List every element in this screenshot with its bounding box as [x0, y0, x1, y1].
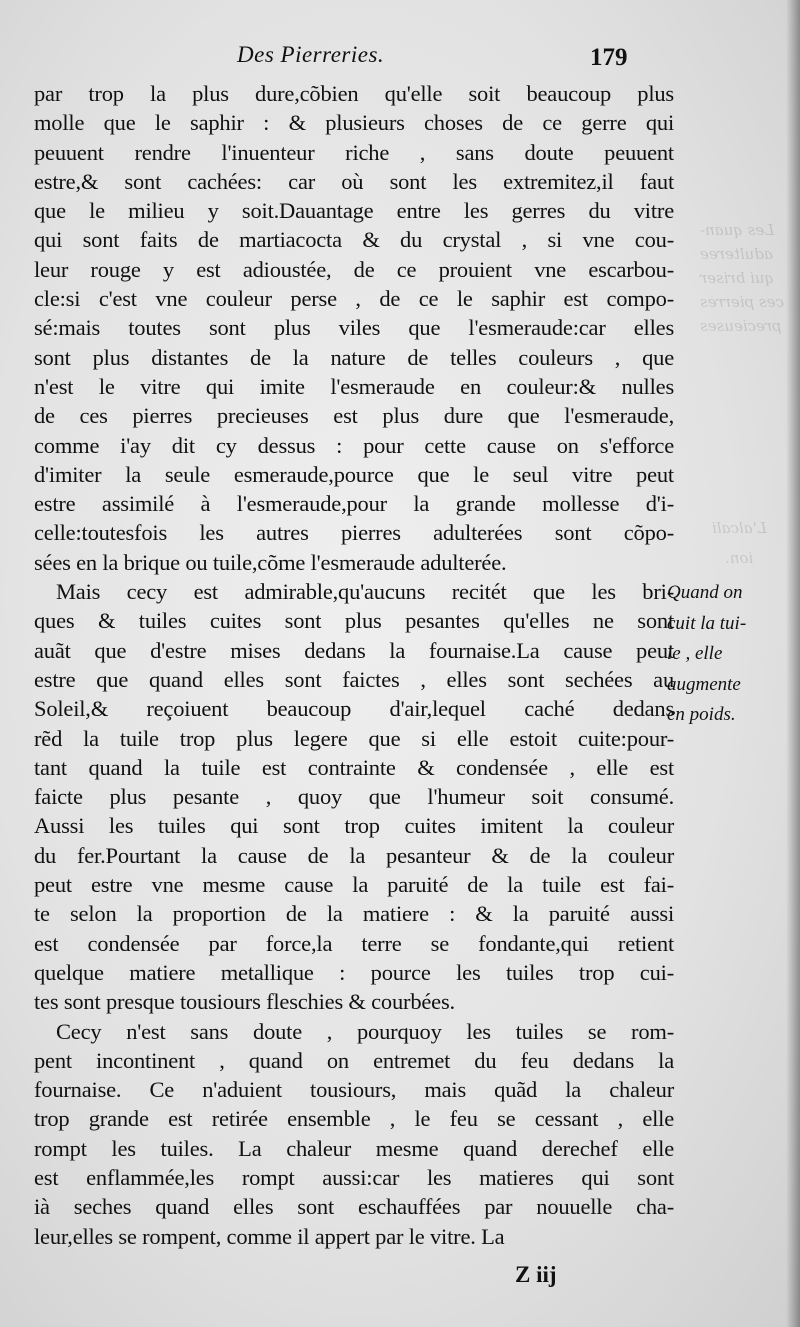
- text-line: rẽd la tuile trop plus legere que si elle estoit cuite:pour-: [34, 725, 674, 751]
- text-line: sont plus distantes de la nature de telles couleurs , que: [34, 344, 674, 370]
- text-line: sé:mais toutes sont plus viles que l'esmeraude:car elles: [34, 315, 674, 341]
- text-line: par trop la plus dure,cõbien qu'elle soit beaucoup plus: [34, 81, 674, 106]
- text-line: rompt les tuiles. La chaleur mesme quand derechef elle: [34, 1135, 674, 1161]
- text-line: de ces pierres precieuses est plus dure que l'esmeraude,: [34, 403, 674, 429]
- text-line: peut estre vne mesme cause la paruité de la tuile est fai-: [34, 872, 674, 898]
- marginal-note-line: cuit la tui-: [667, 612, 747, 634]
- show-through-text: Les quan-: [700, 221, 775, 239]
- text-line: comme i'ay dit cy dessus : pour cette cause on s'efforce: [34, 432, 674, 458]
- text-line: ques & tuiles cuites sont plus pesantes qu'elles ne sont: [34, 608, 674, 634]
- text-line: faicte plus pesante , quoy que l'humeur soit consumé.: [34, 784, 674, 810]
- marginal-note-line: Quand on: [667, 582, 743, 603]
- text-line: d'imiter la seule esmeraude,pource que le seul vitre peut: [34, 461, 674, 487]
- text-line: celle:toutesfois les autres pierres adulterées sont cõpo-: [34, 520, 674, 546]
- text-line: Aussi les tuiles qui sont trop cuites imitent la couleur: [34, 813, 674, 839]
- text-line: auãt que d'estre mises dedans la fournaise.La cause peut: [34, 637, 674, 663]
- text-line: estre que quand elles sont faictes , elles sont sechées au: [34, 666, 674, 692]
- text-line: leur,elles se rompent, comme il appert par le vitre. La: [34, 1223, 505, 1249]
- body-text: [34, 79, 674, 1251]
- text-line: du fer.Pourtant la cause de la pesanteur & de la couleur: [34, 842, 674, 868]
- text-line: te selon la proportion de la matiere : & la paruité aussi: [34, 901, 674, 927]
- marginal-note: [667, 578, 795, 731]
- text-line: ià seches quand elles sont eschauffées par nouuelle cha-: [34, 1194, 674, 1220]
- text-line: qui sont faits de martiacocta & du crystal , si vne cou-: [34, 227, 674, 253]
- text-line: Mais cecy est admirable,qu'aucuns recitét que les bri-: [56, 579, 674, 605]
- text-line: peuuent rendre l'inuenteur riche , sans doute peuuent: [34, 139, 674, 165]
- text-line: tes sont presque tousiours fleschies & courbées.: [34, 989, 455, 1015]
- page-number: 179: [590, 44, 628, 71]
- text-line: pent incontinent , quand on entremet du feu dedans la: [34, 1047, 674, 1073]
- page-header: [0, 42, 800, 78]
- show-through-text: precieuses: [700, 317, 782, 335]
- text-line: cle:si c'est vne couleur perse , de ce le saphir est compo-: [34, 286, 674, 312]
- text-line: que le milieu y soit.Dauantage entre les gerres du vitre: [34, 198, 674, 224]
- marginal-note-line: augmente: [667, 673, 741, 695]
- marginal-note-line: le , elle: [667, 643, 723, 664]
- text-line: Soleil,& reçoiuent beaucoup d'air,lequel caché dedans: [34, 696, 674, 722]
- text-line: n'est le vitre qui imite l'esmeraude en couleur:& nulles: [34, 373, 674, 399]
- signature-mark: Z iij: [515, 1262, 557, 1287]
- text-line: sées en la brique ou tuile,cõme l'esmeraude adulterée.: [34, 549, 507, 575]
- text-line: trop grande est retirée ensemble , le feu se cessant , elle: [34, 1106, 674, 1132]
- text-line: estre,& sont cachées: car où sont les extremitez,il faut: [34, 168, 674, 194]
- text-line: molle que le saphir : & plusieurs choses de ce gerre qui: [34, 110, 674, 136]
- running-head: Des Pierreries.: [237, 42, 385, 67]
- text-line: Cecy n'est sans doute , pourquoy les tuiles se rom-: [56, 1018, 674, 1044]
- text-line: leur rouge y est adioustée, de ce prouient vne escarbou-: [34, 256, 674, 282]
- text-line: tant quand la tuile est contrainte & condensée , elle est: [34, 754, 674, 780]
- text-line: quelque matiere metallique : pource les tuiles trop cui-: [34, 959, 674, 985]
- text-line: estre assimilé à l'esmeraude,pour la grande mollesse d'i-: [34, 491, 674, 517]
- show-through-text: qui briser: [700, 269, 775, 287]
- show-through-text: ion.: [725, 549, 754, 567]
- text-line: est condensée par force,la terre se fondante,qui retient: [34, 930, 674, 956]
- show-through-text: L'alcali: [712, 519, 767, 537]
- text-line: fournaise. Ce n'aduient tousiours, mais quãd la chaleur: [34, 1077, 674, 1103]
- text-line: est enflammée,les rompt aussi:car les matieres qui sont: [34, 1164, 674, 1190]
- show-through-text: adulteree: [700, 245, 773, 263]
- marginal-note-line: en poids.: [667, 704, 736, 725]
- show-through-text: ces pierres: [700, 293, 784, 311]
